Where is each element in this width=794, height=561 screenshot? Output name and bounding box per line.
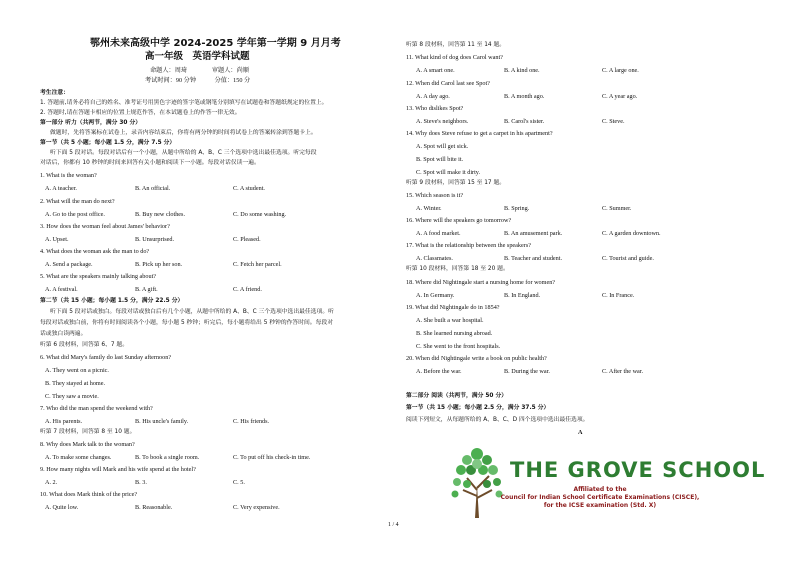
question-18: 18. Where did Nightingale start a nursing home for women? — [406, 279, 556, 286]
question-8: 8. Why does Mark talk to the woman? — [40, 441, 135, 448]
q20-option-c: C. After the war. — [602, 368, 644, 375]
q6-option-a: A. They went on a picnic. — [45, 367, 109, 374]
q8-option-b: B. To book a single room. — [135, 454, 200, 461]
q11-option-a: A. A smart one. — [416, 67, 455, 74]
q15-option-c: C. Summer. — [602, 205, 632, 212]
section2-direction-2: 每段对话或独白前，你将有时间阅读各个小题，每小题 5 秒钟；听完后，每小题将给出 5 秒钟的作答时间。每段对 — [40, 320, 333, 326]
question-7: 7. Who did the man spend the weekend with? — [40, 405, 153, 412]
part1-section1: 第一节（共 5 小题；每小题 1.5 分，满分 7.5 分） — [40, 140, 176, 146]
q16-option-b: B. An amusement park. — [504, 230, 563, 237]
question-3: 3. How does the woman feel about James' behavior? — [40, 223, 170, 230]
question-20: 20. When did Nightingale write a book on public health? — [406, 355, 547, 362]
q12-option-c: C. A year ago. — [602, 93, 638, 100]
q14-option-c: C. Spot will make it dirty. — [416, 169, 481, 176]
page-number: 1 / 4 — [388, 522, 399, 528]
q8-option-c: C. To put off his check-in time. — [233, 454, 311, 461]
q19-option-a: A. She built a war hospital. — [416, 317, 484, 324]
q1-option-c: C. A student. — [233, 185, 265, 192]
part1-section2: 第二节（共 15 小题；每小题 1.5 分，满分 22.5 分） — [40, 298, 184, 304]
q14-option-a: A. Spot will get sick. — [416, 143, 469, 150]
q18-option-c: C. In France. — [602, 292, 635, 299]
q7-option-a: A. His parents. — [45, 418, 83, 425]
q6-option-c: C. They saw a movie. — [45, 393, 99, 400]
question-10: 10. What does Mark think of the price? — [40, 491, 138, 498]
q13-option-c: C. Steve. — [602, 118, 625, 125]
section1-direction-2: 对话后，你都有 10 秒钟的时间来回答有关小题和阅读下一小题。每段对话仅读一遍。 — [40, 160, 260, 166]
q4-option-b: B. Pick up her son. — [135, 261, 183, 268]
q7-option-c: C. His friends. — [233, 418, 270, 425]
question-19: 19. What did Nightingale do in 1854? — [406, 304, 500, 311]
part2-intro: 阅读下列短文，从每题所给的 A、B、C、D 四个选项中选出最佳选项。 — [406, 417, 589, 423]
q17-option-a: A. Classmates. — [416, 255, 453, 262]
q15-option-a: A. Winter. — [416, 205, 442, 212]
logo-line-2: Council for Indian School Certificate Examinations (CISCE), — [500, 494, 700, 501]
q12-option-b: B. A month ago. — [504, 93, 545, 100]
logo-line-1: Affiliated to the — [573, 486, 627, 493]
q8-option-a: A. To make some changes. — [45, 454, 112, 461]
q11-option-c: C. A large one. — [602, 67, 639, 74]
notes-heading: 考生注意： — [40, 90, 69, 96]
question-13: 13. Who dislikes Spot? — [406, 105, 464, 112]
school-name-logo: THE GROVE SCHOOL — [510, 458, 766, 482]
question-16: 16. Where will the speakers go tomorrow? — [406, 217, 512, 224]
q14-option-b: B. Spot will bite it. — [416, 156, 464, 163]
part1-intro: 做题时，先将答案标在试卷上，录音内容结束后，你将有两分钟的时间将试卷上的答案转涂到答题卡上。 — [50, 130, 317, 136]
q16-option-c: C. A garden downtown. — [602, 230, 661, 237]
question-14: 14. Why does Steve refuse to get a carpet in his apartment? — [406, 130, 553, 137]
q10-option-a: A. Quite low. — [45, 504, 79, 511]
q19-option-b: B. She learned nursing abroad. — [416, 330, 493, 337]
material-8-note: 听第 8 段材料，回答第 11 至 14 题。 — [406, 42, 506, 48]
q4-option-c: C. Fetch her parcel. — [233, 261, 282, 268]
note-1: 1. 答题前,请务必将自己的姓名、准考证号用黑色字迹的签字笔或钢笔分别填写在试题卷和答题纸规定的位置上。 — [40, 100, 328, 106]
question-2: 2. What will the man do next? — [40, 198, 115, 205]
q20-option-a: A. Before the war. — [416, 368, 462, 375]
question-12: 12. When did Carol last see Spot? — [406, 80, 490, 87]
q3-option-b: B. Unsurprised. — [135, 236, 175, 243]
q19-option-c: C. She went to the front hospitals. — [416, 343, 501, 350]
q18-option-b: B. In England. — [504, 292, 541, 299]
exam-title: 鄂州未来高级中学 2024-2025 学年第一学期 9 月月考 — [90, 38, 341, 49]
part2-heading: 第二部分 阅读（共两节，满分 50 分） — [406, 393, 508, 399]
q2-option-c: C. Do some washing. — [233, 211, 287, 218]
material-7-note: 听第 7 段材料，回答第 8 至 10 题。 — [40, 429, 136, 435]
q1-option-b: B. An official. — [135, 185, 171, 192]
q9-option-c: C. 5. — [233, 479, 245, 486]
q9-option-a: A. 2. — [45, 479, 58, 486]
question-9: 9. How many nights will Mark and his wife spend at the hotel? — [40, 466, 196, 473]
exam-time-score: 考试时间：90 分钟 分值：150 分 — [145, 77, 251, 84]
q13-option-a: A. Steve's neighbors. — [416, 118, 469, 125]
material-10-note: 听第 10 段材料，回答第 18 至 20 题。 — [406, 266, 509, 272]
q5-option-b: B. A gift. — [135, 286, 158, 293]
q17-option-c: C. Tourist and guide. — [602, 255, 654, 262]
passage-label: A — [578, 429, 583, 436]
q2-option-a: A. Go to the post office. — [45, 211, 105, 218]
material-9-note: 听第 9 段材料，回答第 15 至 17 题。 — [406, 180, 506, 186]
question-11: 11. What kind of dog does Carol want? — [406, 54, 503, 61]
q9-option-b: B. 3. — [135, 479, 147, 486]
section2-direction-1: 听下面 5 段对话或独白。每段对话或独白后有几个小题，从题中所给的 A、B、C 三个选项中选出最佳选项。听 — [50, 309, 334, 315]
q18-option-a: A. In Germany. — [416, 292, 455, 299]
material-6-note: 听第 6 段材料，回答第 6、7 题。 — [40, 342, 128, 348]
q3-option-c: C. Pleased. — [233, 236, 261, 243]
q4-option-a: A. Send a package. — [45, 261, 93, 268]
q5-option-a: A. A festival. — [45, 286, 78, 293]
q10-option-c: C. Very expensive. — [233, 504, 280, 511]
logo-line-3: for the ICSE examination (Std. X) — [543, 502, 657, 509]
q11-option-b: B. A kind one. — [504, 67, 540, 74]
q17-option-b: B. Teacher and student. — [504, 255, 563, 262]
question-15: 15. Which season is it? — [406, 192, 464, 199]
q5-option-c: C. A friend. — [233, 286, 262, 293]
exam-authors: 命题人：周琦 审题人：尚顺 — [150, 67, 249, 74]
q13-option-b: B. Carol's sister. — [504, 118, 545, 125]
section1-direction-1: 听下面 5 段对话。每段对话后有一个小题，从题中所给的 A、B、C 三个选项中选出最佳选项。听完每段 — [50, 150, 317, 156]
q7-option-b: B. His uncle's family. — [135, 418, 189, 425]
q12-option-a: A. A day ago. — [416, 93, 450, 100]
question-4: 4. What does the woman ask the man to do? — [40, 248, 150, 255]
q3-option-a: A. Upset. — [45, 236, 69, 243]
note-2: 2. 答题时,请在答题卡相应的位置上规范作答，在本试题卷上的作答一律无效。 — [40, 110, 241, 116]
q10-option-b: B. Reasonable. — [135, 504, 173, 511]
q6-option-b: B. They stayed at home. — [45, 380, 106, 387]
q20-option-b: B. During the war. — [504, 368, 550, 375]
q2-option-b: B. Buy new clothes. — [135, 211, 186, 218]
q1-option-a: A. A teacher. — [45, 185, 77, 192]
question-6: 6. What did Mary's family do last Sunday afternoon? — [40, 354, 172, 361]
question-1: 1. What is the woman? — [40, 172, 97, 179]
q16-option-a: A. A food market. — [416, 230, 461, 237]
section2-direction-3: 话或独白读两遍。 — [40, 331, 87, 337]
q15-option-b: B. Spring. — [504, 205, 530, 212]
question-17: 17. What is the relationship between the speakers? — [406, 242, 531, 249]
part2-section1: 第一节（共 15 小题；每小题 2.5 分，满分 37.5 分） — [406, 405, 550, 411]
exam-subtitle: 高一年级 英语学科试题 — [145, 51, 250, 62]
question-5: 5. What are the speakers mainly talking about? — [40, 273, 157, 280]
part1-heading: 第一部分 听力（共两节，满分 30 分） — [40, 120, 142, 126]
